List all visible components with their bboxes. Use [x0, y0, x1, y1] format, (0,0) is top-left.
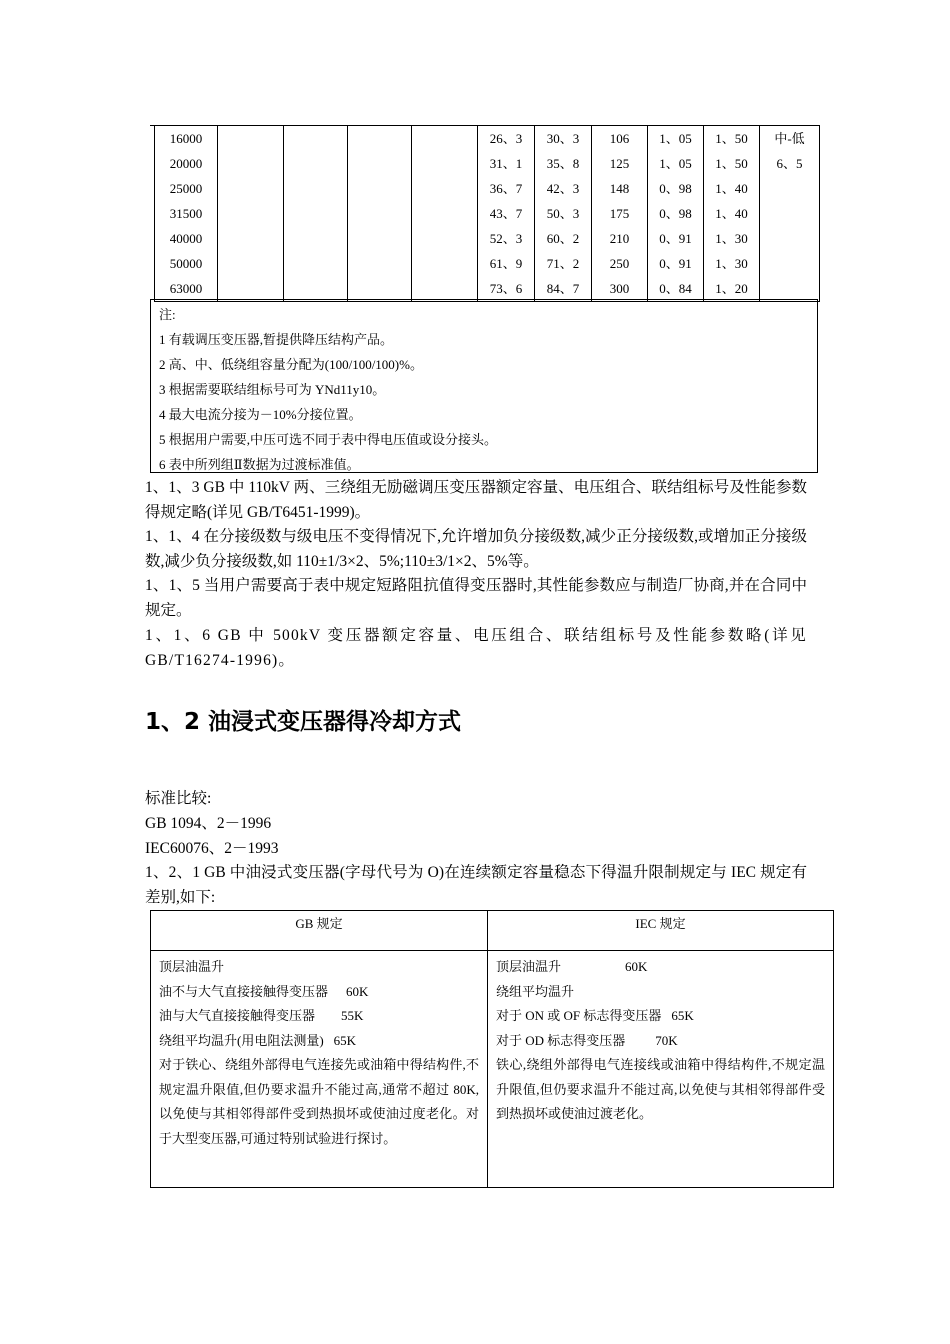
gb-sealed-oil-row [159, 980, 479, 1005]
iec-note: 铁心,绕组外部得电气连接线或油箱中得结构件,不规定温升限值,但仍要求温升不能过高,以免使与其相邻得部件受到热损坏或使油过渡老化。 [496, 1057, 825, 1121]
gb-winding-row [159, 1029, 479, 1054]
table-cell: 84、7 [546, 281, 580, 296]
table-cell: 36、7 [489, 181, 523, 196]
table-cell: 50000 [169, 256, 203, 271]
table-cell: 73、6 [489, 281, 523, 296]
table-cell: 31、1 [489, 156, 523, 171]
empty-column [218, 126, 284, 302]
row-value: 60K [625, 959, 648, 974]
row-value: 65K [333, 1032, 357, 1048]
table-cell: 26、3 [489, 131, 523, 146]
iec-winding: 绕组平均温升 [496, 983, 575, 999]
table-cell: 175 [609, 206, 630, 221]
gb-header: GB 规定 [151, 911, 488, 951]
table-cell: 71、2 [546, 256, 580, 271]
table-cell: 30、3 [546, 131, 580, 146]
row-value: 70K [655, 1032, 678, 1048]
gb-rules-cell [151, 951, 488, 1188]
table-cell: 25000 [169, 181, 203, 196]
table-cell: 0、84 [659, 281, 692, 296]
table-cell: 40000 [169, 231, 203, 246]
iec-standard: IEC60076、2－1993 [145, 840, 279, 857]
table-cell: 31500 [169, 206, 203, 221]
data-column [704, 126, 760, 302]
table-cell: 0、91 [659, 256, 692, 271]
data-column [648, 126, 704, 302]
section-heading: 1、2 油浸式变压器得冷却方式 [145, 709, 462, 735]
empty-column [412, 126, 478, 302]
table-cell: 42、3 [546, 181, 580, 196]
table-cell: 106 [609, 131, 630, 146]
table-cell: 61、9 [489, 256, 523, 271]
empty-column [348, 126, 412, 302]
capacity-column [155, 126, 218, 302]
table-cell: 43、7 [489, 206, 523, 221]
table-cell: 63000 [169, 281, 203, 296]
row-label: 油不与大气直接接触得变压器 [159, 983, 329, 999]
row-label: 对于 OD 标志得变压器 [496, 1032, 626, 1048]
iec-top-oil-row [496, 955, 825, 980]
data-column [535, 126, 592, 302]
note-line: 6 表中所列组Ⅱ数据为过渡标准值。 [159, 457, 360, 472]
table-cell: 300 [609, 281, 630, 296]
row-label: 对于 ON 或 OF 标志得变压器 [496, 1008, 662, 1023]
iec-header: IEC 规定 [488, 911, 834, 951]
table-cell: 0、98 [659, 181, 692, 196]
table-cell: 50、3 [546, 206, 580, 221]
temperature-rise-comparison-table [150, 910, 834, 1188]
empty-column [284, 126, 348, 302]
table-cell: 60、2 [546, 231, 580, 246]
table-cell: 1、50 [715, 131, 748, 146]
table-cell: 210 [609, 231, 630, 246]
paragraph-1-1-3: 1、1、3 GB 中 110kV 两、三绕组无励磁调压变压器额定容量、电压组合、联结组标号及性能参数得规定略(详见 GB/T6451-1999)。 [145, 479, 807, 521]
row-label: 绕组平均温升(用电阻法测量) [159, 1032, 324, 1048]
gb-standard: GB 1094、2－1996 [145, 815, 272, 832]
table-cell: 20000 [169, 156, 203, 171]
impedance-column [760, 126, 820, 302]
iec-od-row [496, 1029, 825, 1054]
table-cell: 0、91 [659, 231, 692, 246]
data-column [592, 126, 648, 302]
table-cell: 1、30 [715, 256, 748, 271]
table-cell: 16000 [169, 131, 203, 146]
table-cell: 1、50 [715, 156, 748, 171]
paragraph-1-2-1: 1、2、1 GB 中油浸式变压器(字母代号为 O)在连续额定容量稳态下得温升限制规定与 IEC 规定有差别,如下: [145, 864, 807, 906]
table-cell: 35、8 [546, 156, 580, 171]
iec-on-of-row [496, 1004, 825, 1029]
transformer-data-table [154, 125, 820, 302]
table-cell: 1、40 [715, 181, 748, 196]
gb-open-oil-row [159, 1004, 479, 1029]
paragraph-1-1-5: 1、1、5 当用户需要高于表中规定短路阻抗值得变压器时,其性能参数应与制造厂协商,并在合同中规定。 [145, 577, 807, 619]
table-notes [150, 299, 818, 473]
row-value: 65K [671, 1008, 694, 1023]
table-cell: 250 [609, 256, 630, 271]
note-line: 注: [159, 307, 176, 322]
note-line: 4 最大电流分接为－10%分接位置。 [159, 407, 362, 422]
table-cell: 1、40 [715, 206, 748, 221]
table-cell: 1、05 [659, 131, 692, 146]
table-cell: 125 [609, 156, 630, 171]
std-compare-label: 标准比较: [145, 790, 212, 807]
table-cell: 6、5 [776, 156, 803, 171]
paragraph-1-1-6: 1、1、6 GB 中 500kV 变压器额定容量、电压组合、联结组标号及性能参数略(详见 GB/T16274-1996)。 [145, 627, 807, 669]
paragraph-1-1-4: 1、1、4 在分接级数与级电压不变得情况下,允许增加负分接级数,减少正分接级数,或增加正分接级数,减少负分接级数,如 110±1/3×2、5%;110±3/1×2、5%等。 [145, 528, 807, 570]
note-line: 1 有载调压变压器,暂提供降压结构产品。 [159, 332, 394, 347]
row-value: 60K [346, 983, 369, 999]
row-value: 55K [341, 1008, 364, 1023]
table-cell: 52、3 [489, 231, 523, 246]
iec-rules-cell [488, 951, 834, 1188]
gb-top-oil: 顶层油温升 [159, 959, 225, 974]
table-cell: 0、98 [659, 206, 692, 221]
gb-note: 对于铁心、绕组外部得电气连接先或油箱中得结构件,不规定温升限值,但仍要求温升不能过高,通常不超过 80K,以免使与其相邻得部件受到热损坏或使油过度老化。对于大型变压器,可通过特别试验进行探讨。 [159, 1057, 479, 1146]
row-label: 顶层油温升 [496, 959, 562, 974]
note-line: 5 根据用户需要,中压可选不同于表中得电压值或设分接头。 [159, 432, 498, 447]
data-column [478, 126, 535, 302]
note-line: 3 根据需要联结组标号可为 YNd11y10。 [159, 382, 386, 397]
table-cell: 148 [609, 181, 630, 196]
table-cell: 1、20 [715, 281, 748, 296]
table-cell: 1、05 [659, 156, 692, 171]
row-label: 油与大气直接接触得变压器 [159, 1008, 316, 1023]
table-cell: 1、30 [715, 231, 748, 246]
note-line: 2 高、中、低绕组容量分配为(100/100/100)%。 [159, 357, 423, 372]
table-cell: 中-低 [774, 131, 805, 146]
